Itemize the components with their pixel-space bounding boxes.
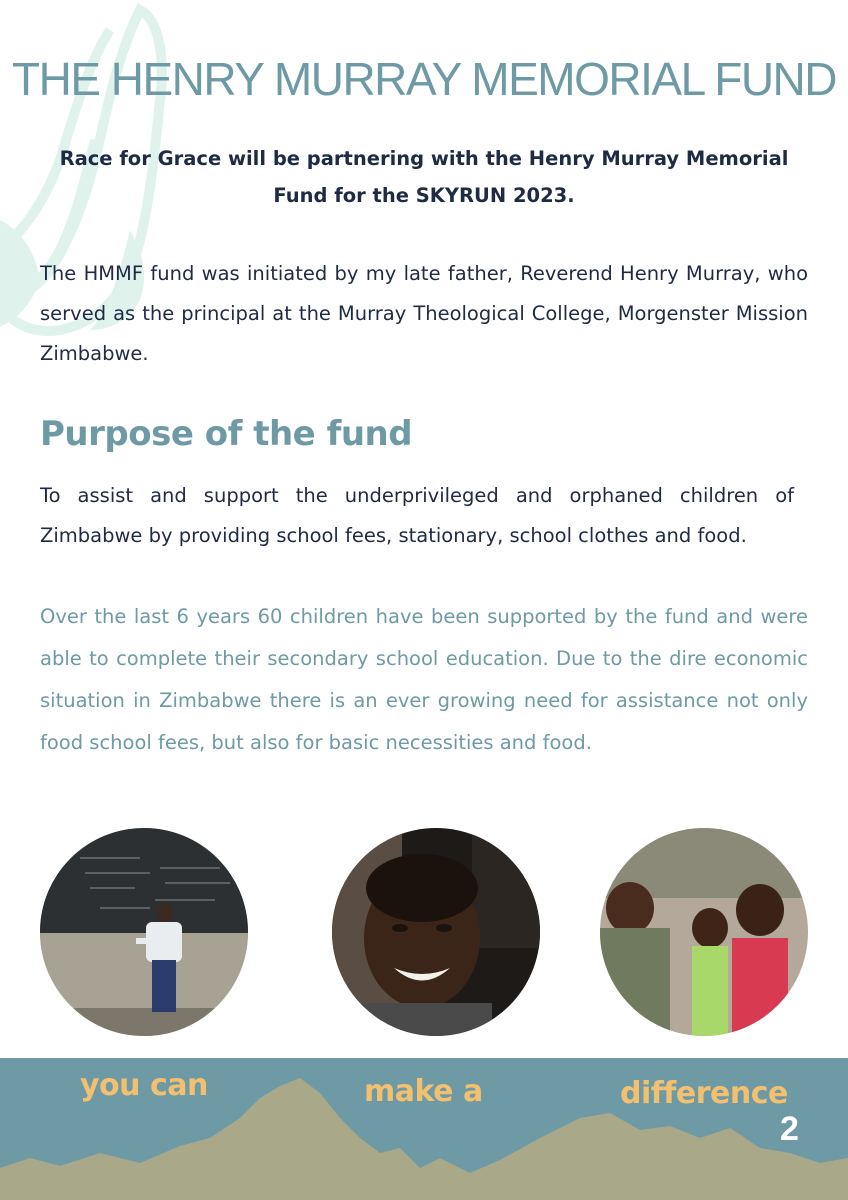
- photo-smiling-boy: [332, 828, 540, 1036]
- intro-line-1: Race for Grace will be partnering with the Henry Murray Memorial: [59, 147, 789, 170]
- tagline-word-2: make a: [364, 1074, 483, 1109]
- page-title: THE HENRY MURRAY MEMORIAL FUND: [12, 53, 836, 105]
- photo-three-children: [600, 828, 808, 1036]
- about-paragraph: The HMMF fund was initiated by my late father, Reverend Henry Murray, who served as the principal at the Murray Theological College, Morgenster Mission Zimbabwe.: [40, 262, 808, 365]
- intro-text: [40, 140, 808, 214]
- intro-line-2: Fund for the SKYRUN 2023.: [273, 184, 575, 207]
- impact-paragraph: Over the last 6 years 60 children have been supported by the fund and were able to complete their secondary school education. Due to the dire economic situation in Zimbabwe there is an ever growing need for assistance not only food school fees, but also for basic necessities and food.: [40, 605, 808, 754]
- photo-boy-at-chalkboard: [40, 828, 248, 1036]
- purpose-heading: Purpose of the fund: [40, 414, 413, 454]
- tagline-word-1: you can: [80, 1068, 208, 1103]
- purpose-paragraph: To assist and support the underprivileged and orphaned children of Zimbabwe by providing school fees, stationary, school clothes and food.: [40, 484, 794, 547]
- page-number: 2: [780, 1110, 799, 1148]
- tagline-word-3: difference: [620, 1076, 788, 1111]
